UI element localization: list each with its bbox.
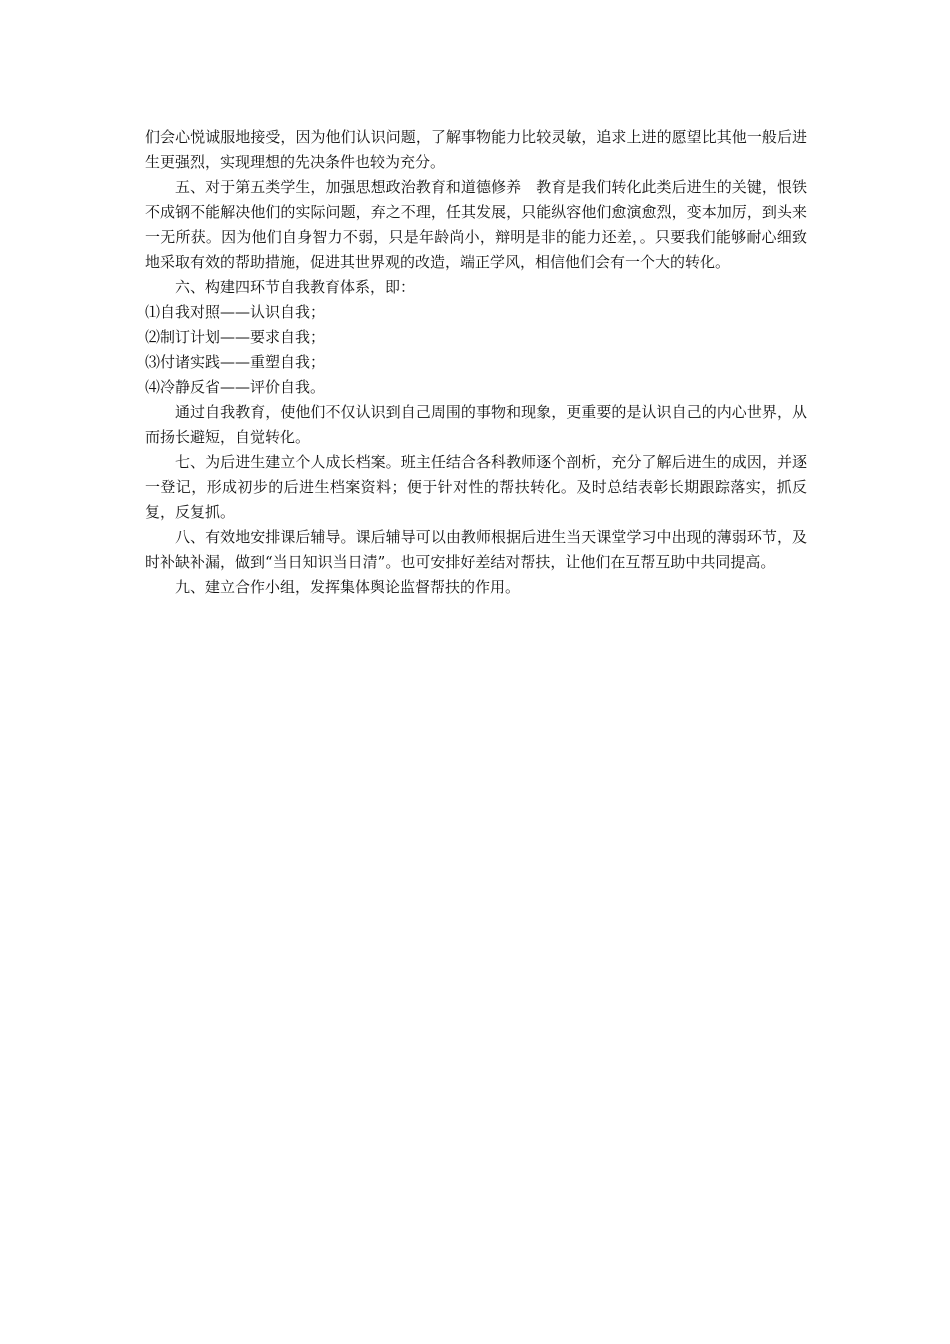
paragraph-item-seven: 七、为后进生建立个人成长档案。班主任结合各科教师逐个剖析，充分了解后进生的成因，并逐一登记，形成初步的后进生档案资料；便于针对性的帮扶转化。及时总结表彰长期跟踪落实，抓反复，反复抓。 <box>145 453 807 521</box>
list-item-1: ⑴自我对照——认识自我； <box>145 303 326 321</box>
list-item-4: ⑷冷静反省——评价自我。 <box>145 378 326 396</box>
list-item-2: ⑵制订计划——要求自我； <box>145 328 326 346</box>
paragraph-item-eight: 八、有效地安排课后辅导。课后辅导可以由教师根据后进生当天课堂学习中出现的薄弱环节，及时补缺补漏，做到“当日知识当日清”。也可安排好差结对帮扶，让他们在互帮互助中共同提高。 <box>145 528 807 571</box>
paragraph-item-five: 五、对于第五类学生，加强思想政治教育和道德修养 教育是我们转化此类后进生的关键，恨铁不成钢不能解决他们的实际问题，弃之不理，任其发展，只能纵容他们愈演愈烈，变本加厉，到头来一无所获。因为他们自身智力不弱，只是年龄尚小，辩明是非的能力还差，。只要我们能够耐心细致地采取有效的帮助措施，促进其世界观的改造，端正学风，相信他们会有一个大的转化。 <box>145 178 807 271</box>
paragraph-continuation: 们会心悦诚服地接受，因为他们认识问题，了解事物能力比较灵敏，追求上进的愿望比其他一般后进生更强烈，实现理想的先决条件也较为充分。 <box>145 128 807 171</box>
paragraph-item-six: 六、构建四环节自我教育体系，即： <box>175 278 416 296</box>
paragraph-item-nine: 九、建立合作小组，发挥集体舆论监督帮扶的作用。 <box>175 578 521 596</box>
list-item-3: ⑶付诸实践——重塑自我； <box>145 353 326 371</box>
paragraph-self-education: 通过自我教育，使他们不仅认识到自己周围的事物和现象，更重要的是认识自己的内心世界，从而扬长避短，自觉转化。 <box>145 403 807 446</box>
document-body <box>145 125 807 600</box>
